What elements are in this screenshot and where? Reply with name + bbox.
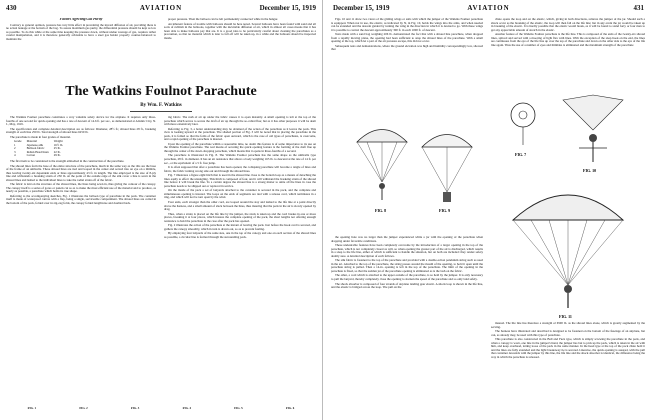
paragraph: The Watkins Foulnot parachute constitutes a very valuable safety device for the airplane. It requires only three-fourths of one second for quick opening and has a rate of descent of 14.6 ft. per sec., as demonstrated at Atlantic City, N. J., May, 1919. <box>6 116 156 127</box>
figure-caption: FIG. 11 <box>559 314 572 319</box>
article-byline: By Wm. F. Watkins <box>140 103 182 108</box>
table-cell: 3 <box>14 149 16 154</box>
gas-purity-col-2 <box>164 18 316 70</box>
section-heading: Factors Affecting Gas Purity <box>59 18 103 21</box>
figure-7-hitch <box>511 103 535 145</box>
paragraph: The first item to be considered is the strength embodied in the construction of the parachute. <box>10 159 125 164</box>
figure-caption: FIG. 4 <box>182 406 191 410</box>
page-number: 431 <box>633 4 644 12</box>
table-cell: 16½ lb. <box>53 142 64 147</box>
paragraph: Upon the opening of the parachute within a reasonable time, no doubt this feature is of some importance to its use on the Watkins Foulnot parachute. The real means of securing the quick opening feature is the forming of the draft flue up through the center of the down-dropping parachute, which means that it opens in three-fourths of a second. <box>164 141 316 153</box>
right-page <box>327 0 650 420</box>
paragraph: Subsequent tests and demonstrations, where the ground elevation was high and humidity correspondingly low, showed that <box>331 43 483 52</box>
table-cell: 22 lb. <box>53 149 61 154</box>
table-header: Grade <box>14 139 22 144</box>
paragraph: It is often supposed that after a parachute has been opened, the collapsing parachute will become a tangle of lines and fabric, the fabric turning wrong side out and through the shroud lines. <box>164 165 316 173</box>
table-cell: 29 lb. <box>53 153 61 158</box>
paragraph: The shock absorber is composed of four strands of airplane landing gear elastic. A shock loop is shown in the life line, and the elastic is bridged across the loop. The pull on the <box>331 281 483 290</box>
figure-caption: FIG. 5 <box>234 406 243 410</box>
table-cell: 4 <box>14 153 16 158</box>
parachute-sketch-fig8 <box>357 130 407 201</box>
paragraph: The harness have illustrated and described is designed to be fastened on the bottom of the fuselage of an airplane, but can, as already may, be used with this type of parachute. <box>491 329 645 337</box>
magazine-title: AVIATION <box>467 4 510 12</box>
figure-caption: FIG. 7 <box>515 152 527 157</box>
paragraph: This parachute is also constructed in the Ball and Fuzz type, which is simply screwing the parachute in the pack, and when a canopy is worn, one line in the jumper's hand, the jumper has but to pick up the pack, which is taken in the air with him, and keep overhead, letting loose of the pack in the same manner. In the head type at the top of the pack chute hold it and the lines are fully extended and the light breakaway tie is severed. Likewise, the quick opening is assured, with the pull that container descends with the jumper by this line, the life line and the shock absorber is identical, the difference being the way in which the parachute is released. <box>491 337 645 359</box>
paragraph: The shroud lines form the base of the entire structure of the parachute, much in the same way as the ribs are the base of the frame of an umbrella. These shroud lines are tied and looped in the center and served into an eye on a thimble, thus leaving twenty-six dependent ends or lines approximately 43 ft. in length. The line employed is the size of 8-ply line and withstands a breaking strain of 250 lb. At the point of the outside edge of the silk cover a line is sewn in the shroud lines and lashed to the individual lines to take the radial strain off of the fabric. <box>6 163 156 182</box>
table-header: Weight <box>53 139 63 144</box>
paragraph: Figs. 10 and 11 show two views of the gliding wings or sails with which the jumper of the Watkins Foulnot parachute is equipped. When not in use, the elastic, as indicated by N, in Fig. 10, holds the wings into the arms, and when needed can be extended and the descent guided by turning the wing in the direction in which it is desired to go. With these wings it is possible to control the descent approximately 300 ft. in each 1000 ft. of descent. <box>331 18 483 32</box>
paragraph: proper pressure. Then the balloon can be left permanently connected while in the hangar. <box>168 18 278 21</box>
left-page-header <box>6 4 316 16</box>
issue-date: December 15, 1919 <box>333 4 390 12</box>
figure-caption: FIG. 1 <box>27 406 36 410</box>
table-cell: Japanese-silk <box>26 142 44 147</box>
figure-caption: FIG. 6 <box>285 406 295 410</box>
paragraph: Referring to the accompanying sketches, Fig. 1 illustrates the balloon type of parachute in the pack. The container itself is made of waterproof canvas with a flap, being a single, serviceable compartment. The shroud lines are coiled in the bottom of the pack, folded over in zig-zag folds, the canopy folded lengthwise and doubled back. <box>6 193 156 206</box>
paragraph: The silk fabric is fastened to the top of the parachute and provided with a double-action pendulum string such as used in the art. Attached to the top of the parachute, the string passes around the mouth of the opening, to hold it open until the parachute string is pulled. Then a 14-in. opening is left in the top of the parachute. The limit of the opening in the parachute is fixed, so that the sudden jar of the parachute opening is eliminated as is the lash on the fabric. <box>331 258 483 273</box>
issue-date: December 15, 1919 <box>259 4 316 12</box>
paragraph: Fig. 7 illustrates a figure eight hitch that is used in the shroud line close to the bottom loop as a means of detaching the lines easily to effect the untangling. This hitch is composed of four, and it will withstand the breaking strain of the shroud line before it will break the line. To a certain degree the shroud line is a strong matter to untie all the lines in case the parachute needs to be shipped out or replaced in service. <box>164 173 316 188</box>
page-number: 430 <box>6 4 17 12</box>
table-cell: Cotton <box>26 153 35 158</box>
figure-caption: FIG. 2 <box>79 406 88 410</box>
paragraph: These undesirable features have been completely overcome by the introduction of a larger opening in the top of the parachute, which is not completely closed as will, so when opening the greater part of the air is discharged, which results in a snap to the life line, either of which is sufficient to handle the situation, but on both are included: they render safety doubly sure. A detailed description of each follows. <box>331 243 483 258</box>
paragraph: On the inside of the pack a set of lanyards attached to the container is secured in the pack, and the complete and simultaneous opening is insured. The loops on the ends of segments are tied with a release cord, which terminates in a ring, and which will not be torn open by the wind. <box>164 188 316 200</box>
figure-caption: FIG. 10 <box>583 168 597 173</box>
paragraph: insured. The life line has therefore a strength of 6500 lb. as the shroud lines alone, which is greatly augmented by the serving. <box>491 322 645 329</box>
right-col-2-top <box>491 18 645 88</box>
article-col-2 <box>164 116 316 416</box>
table-cell: Indian Head linen <box>26 149 49 154</box>
table-cell: 25 lb. <box>53 146 61 151</box>
paragraph: The specification and complete detailed description are as follows: Diameter, 28½ ft.; shroud lines 28 ft., breaking strength of each line 250 lb. Total strength of shroud lines 6250 lb. <box>6 126 156 135</box>
right-col-1-top <box>331 18 483 110</box>
right-col-2-bottom <box>491 322 645 416</box>
paragraph: Thus, when a strain is placed on the life line by the jumper, the slack is taken up and the cord breaks in one or more places, breaking it at four places, which insures the complete opening of the pack, the short lengths not offering enough resistance to hold the parachute in the case after the pack has opened. <box>164 211 316 223</box>
paragraph: chute opens the loop and on the elastic, which, giving in both directions, relieves the jumper of the jar. Should such a shock occur as the breaking of the elastic, the loop will then fall on the life line; but in any event the jar would be taken up in breaking of the elastic. It is hardly possible that the elastic would break, as it will be found to stand forty or four men to get any appreciable amount of stretch in the elastic. <box>491 18 645 32</box>
paragraph: The other, a cord which is attached to the upper outside of the parachute, is so held by the jumper. It is only necessary to pull the lanyard, thereby completely close the opening to slacken the speed of the parachute and so only land safely. <box>331 273 483 282</box>
paragraph: The parachute is made in four grades of material. <box>10 134 71 139</box>
paragraph: Fig. 2 illustrates the action of the parachute at the instant of leaving the pack. Just before the hook cord is severed, and gathers the canopy smoothly, which in turn is drawn out, so as to prevent fouling. <box>164 223 316 231</box>
right-page-header <box>333 4 644 16</box>
paragraph: Referring to Fig. 3, a better understanding may be obtained of the action of the parachute as it leaves the pack. This view is looking upward at the parachute. The shaded portion of Fig. 3 will be noted that in placing the parachute in the pack, it is folded so that the folds of the fabric open outward, which is the case of old types of parachutes, is overcome, and a rapid opening of the parachute is insured. <box>164 126 316 142</box>
figure-caption: FIG. 8 <box>375 208 387 213</box>
paragraph: Tests made with a sand bag weighing 206 lb. demonstrated the fact that with a shroud line parachute, when dropped from a rapidly moving plane, the opening had been sufficient to snap the shroud lines of the parachute. With a small opening at the top, which let a part of the air pressure escape, this did not occur. <box>331 32 483 44</box>
paragraph: the opening hole was no larger than the jumper experienced while a jar with the opening of the parachute when dropping under favorable conditions. <box>331 236 483 243</box>
table-cell: Balloon fabric <box>26 146 45 151</box>
paragraph: The fabric is laid on the structure of the shroud lines, the lines being sewn in, thus giving the contour of the canopy. The canopy itself is a series of gores or panels cut so as to make the most efficient use of the material and to produce, as nearly as possible, a parachute which holds its true shape. <box>6 182 156 194</box>
figure-caption: FIG. 9 <box>439 208 451 213</box>
table-header: Material <box>26 139 38 144</box>
parachute-figures-right <box>493 90 643 320</box>
left-figure-captions <box>6 406 316 410</box>
right-col-1-bottom <box>331 236 483 416</box>
parachute-figures-left <box>337 112 477 232</box>
figure-10-jumper-wings <box>563 95 623 162</box>
paragraph: ing fabric. The rush of air up under the fabric causes it to open instantly. A small opening is left at the top of the parachute which serves to secure the draft of air up through the so-called flue; but as it has other purposes it will be dealt with more extensively later. <box>164 116 316 127</box>
paragraph: Another feature of the Watkins Foulnot parachute is the life line. This is composed of the ends of the twenty-six shroud lines, spliced and served with a mooring of light flax with lines. With the exception of the snap hook on the end, the lines are continuous from the eye of the life line up over the top of the parachute and down on the other side to the eye of the life line again. Thus the use of a number of eyes and thimbles is eliminated and the maximum strength of the parachute <box>491 32 645 47</box>
article-col-1 <box>6 116 156 416</box>
gas-purity-col-1 <box>6 18 156 70</box>
left-page <box>0 0 323 420</box>
table-row <box>14 154 68 158</box>
paragraph: The parachute is illustrated in Fig. 8. The Watkins Foulnot parachute has the same shape as the umbrella type parachute, 28 ft. in diameter. It has an air resistance that allows a body weighing 165 lb. to descend at the rate of 14 ft. per sec., or the equivalent of a 5 ft. free jump. <box>164 153 316 165</box>
materials-table <box>14 140 68 158</box>
table-cell: 1 <box>14 142 16 147</box>
parachute-sketch-fig9 <box>422 135 472 203</box>
paragraph: Four ends, each stronger than the other cord, are looped around the stay and lashed to the life line at a point directly above the harness, and a small amount of slack between the lines, thus insuring that the pack in the air is slowly opened by drag. <box>164 200 316 212</box>
paragraph: Contrary to general opinion, pressure has very little effect in preventing the inward diffusion of air, providing there is no actual leakage at the bottom of the bag. To assure maximum gas purity, the differential pressure should be kept as low as possible. To do this while at the same time keeping the pressure down, without undue wastage of gas, requires rather careful manipulation, and it is therefore generally advisable to have a steel gas holder properly counter-balanced to maintain the <box>6 22 156 41</box>
paragraph: An inherent feature of trouble with balloons should be here noted. Several balloons have been found with sand and all sorts of rubbish in the balloons, together with the inevitable diffusion of air, which in almost all cases means that it has been able to make balloons pay that are. It is a good idea to be particularly careful about cleaning the parachutes as a precaution, so that no material which is later to fall off will be taken up, in a while and the balloons should be inspected inside. <box>164 21 316 40</box>
magazine-title: AVIATION <box>139 4 183 12</box>
table-cell: 2 <box>14 146 16 151</box>
figure-11-open-parachute <box>513 195 623 308</box>
figure-caption: FIG. 3 <box>130 406 140 410</box>
paragraph: By employing four lanyards of the same size, one in the top of the canopy and one on each section of the shroud lines as possible, a circular line is formed through the surrounding pack. <box>164 231 316 239</box>
divider <box>130 111 192 112</box>
article-title: The Watkins Foulnot Parachute <box>65 84 257 99</box>
